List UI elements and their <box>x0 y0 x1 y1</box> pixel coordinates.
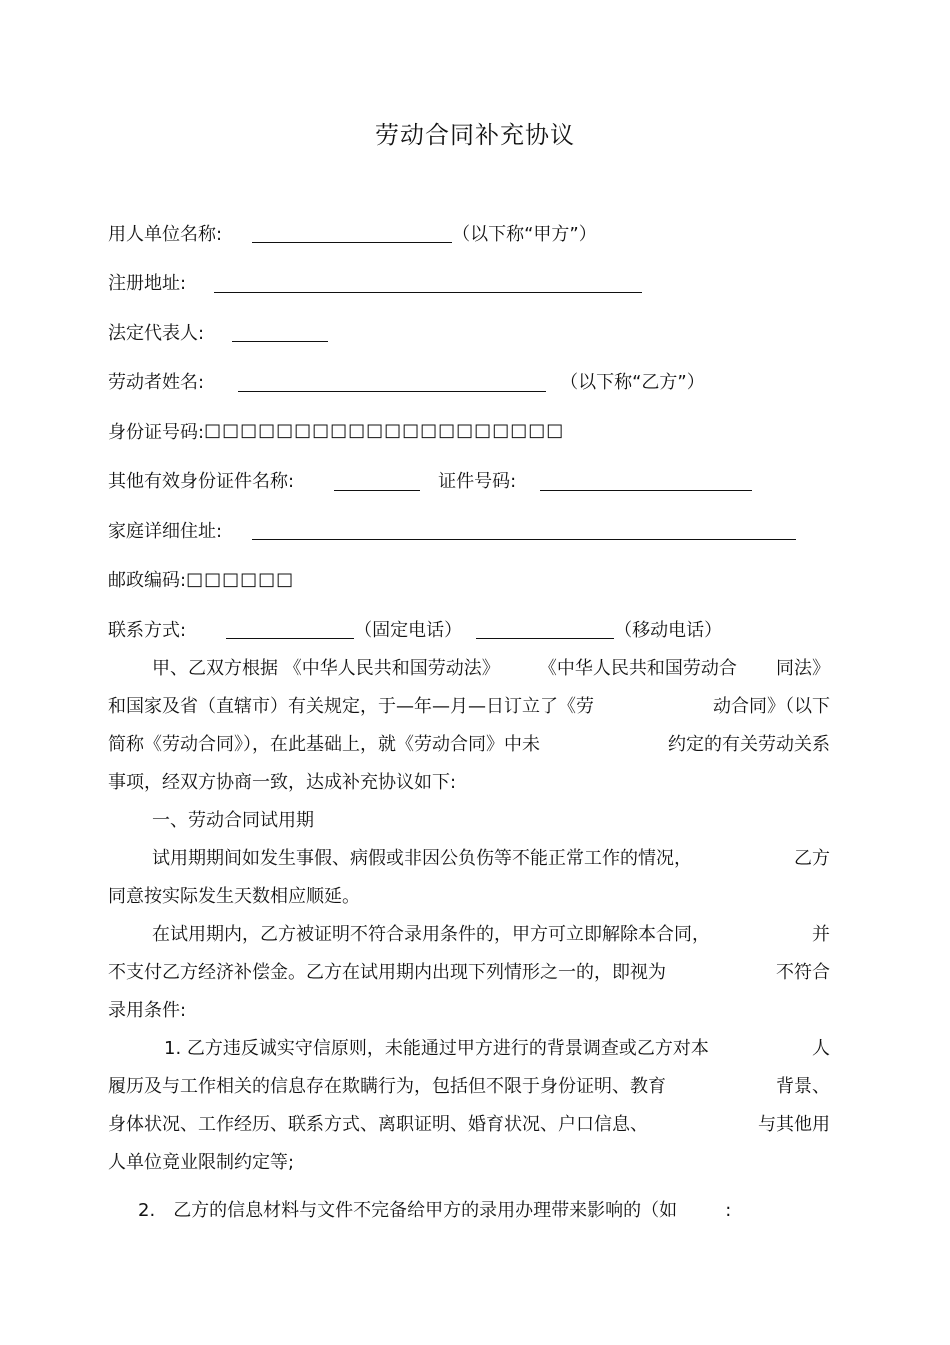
paragraph-line <box>108 688 830 726</box>
text-segment: 履历及与工作相关的信息存在欺瞒行为，包括但不限于身份证明、教育 <box>108 1076 666 1097</box>
text-segment: 不支付乙方经济补偿金。乙方在试用期内出现下列情形之一的，即视为 <box>108 962 666 983</box>
document-title: 劳动合同补充协议 <box>375 121 575 149</box>
postcode-label: 邮政编码: <box>108 570 187 592</box>
landline-blank[interactable] <box>226 624 354 639</box>
paragraph-line <box>108 878 830 916</box>
text-segment: 1. 乙方违反诚实守信原则，未能通过甲方进行的背景调查或乙方对本 <box>164 1038 709 1059</box>
text-segment: 录用条件: <box>108 1000 187 1021</box>
paragraph-line <box>108 916 830 954</box>
address-row <box>108 258 828 308</box>
text-segment: 乙方的信息材料与文件不完备给甲方的录用办理带来影响的（如 <box>173 1200 678 1221</box>
party-info-fields <box>108 208 828 654</box>
home-blank[interactable] <box>252 525 796 540</box>
legal-rep-row <box>108 307 828 357</box>
worker-suffix: （以下称“乙方”） <box>560 372 705 394</box>
postcode-boxes[interactable]: □□□□□□ <box>186 568 295 590</box>
contact-row <box>108 604 828 654</box>
text-segment: 并 <box>812 924 830 945</box>
text-segment: 与其他用 <box>758 1114 830 1135</box>
other-id-row <box>108 456 828 506</box>
home-label: 家庭详细住址: <box>108 520 223 542</box>
section-title: 一、劳动合同试用期 <box>152 810 314 831</box>
employer-suffix: （以下称“甲方”） <box>452 223 597 245</box>
text-segment: 《中华人民共和国劳动合 <box>538 658 737 679</box>
list-item-line <box>108 1068 830 1106</box>
list-number: 2. <box>138 1200 156 1221</box>
text-segment: 和国家及省（直辖市）有关规定，于—年—月—日订立了《劳 <box>108 696 594 717</box>
paragraph-line <box>108 650 830 688</box>
legal-rep-label: 法定代表人: <box>108 322 205 344</box>
mobile-blank[interactable] <box>476 624 614 639</box>
address-blank[interactable] <box>214 278 642 293</box>
address-label: 注册地址: <box>108 273 187 295</box>
landline-suffix: （固定电话） <box>354 619 463 641</box>
paragraph-line <box>108 764 830 802</box>
text-segment: 甲、乙双方根据 《中华人民共和国劳动法》 <box>152 658 500 679</box>
worker-blank[interactable] <box>238 377 546 392</box>
other-id-blank[interactable] <box>334 476 420 491</box>
home-address-row <box>108 505 828 555</box>
text-segment: 同意按实际发生天数相应顺延。 <box>108 886 360 907</box>
cert-no-label: 证件号码: <box>438 471 517 493</box>
text-segment: 约定的有关劳动关系 <box>668 734 830 755</box>
paragraph-line <box>108 954 830 992</box>
list-item-line <box>108 1030 830 1068</box>
employer-blank[interactable] <box>252 228 452 243</box>
text-segment: 人单位竟业限制约定等; <box>108 1152 295 1173</box>
worker-label: 劳动者姓名: <box>108 372 205 394</box>
text-segment: 背景、 <box>776 1076 830 1097</box>
employer-label: 用人单位名称: <box>108 223 223 245</box>
postcode-row <box>108 555 828 605</box>
id-label: 身份证号码: <box>108 421 205 443</box>
text-segment: 试用期期间如发生事假、病假或非因公负伤等不能正常工作的情况， <box>152 848 692 869</box>
contact-label: 联系方式: <box>108 619 187 641</box>
cert-no-blank[interactable] <box>540 476 752 491</box>
mobile-suffix: （移动电话） <box>614 619 723 641</box>
id-number-boxes[interactable]: □□□□□□□□□□□□□□□□□□□□ <box>204 420 565 442</box>
id-row <box>108 406 828 456</box>
worker-row <box>108 357 828 407</box>
list-item-line <box>108 1192 830 1230</box>
paragraph-line <box>108 726 830 764</box>
text-segment: 简称《劳动合同》），在此基础上，就《劳动合同》中未 <box>108 734 540 755</box>
text-segment: 事项，经双方协商一致，达成补充协议如下: <box>108 772 457 793</box>
text-segment: 同法》 <box>775 658 830 679</box>
text-segment: 身体状况、工作经历、联系方式、离职证明、婚育状况、户口信息、 <box>108 1114 648 1135</box>
paragraph-line <box>108 840 830 878</box>
text-segment: 在试用期内，乙方被证明不符合录用条件的，甲方可立即解除本合同， <box>152 924 710 945</box>
agreement-body <box>108 650 830 1230</box>
list-item-line <box>108 1106 830 1144</box>
legal-rep-blank[interactable] <box>232 327 328 342</box>
text-segment: : <box>725 1200 732 1221</box>
text-segment: 人 <box>812 1038 830 1059</box>
text-segment: 动合同》（以下 <box>713 696 830 717</box>
other-id-label: 其他有效身份证件名称: <box>108 471 295 493</box>
employer-row <box>108 208 828 258</box>
paragraph-line <box>108 992 830 1030</box>
section-heading <box>108 802 830 840</box>
list-item-line <box>108 1144 830 1182</box>
text-segment: 乙方 <box>794 848 830 869</box>
text-segment: 不符合 <box>776 962 830 983</box>
